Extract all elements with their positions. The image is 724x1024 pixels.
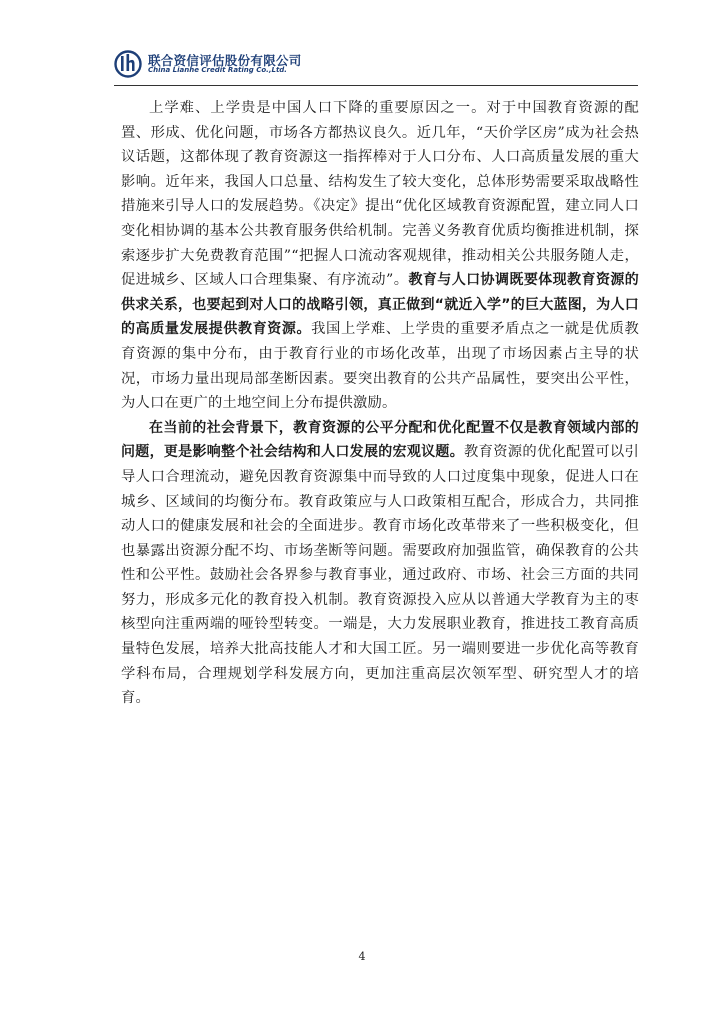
paragraph — [121, 96, 639, 416]
emphasis-text: 在当前的社会背景下，教育资源的公平分配和优化配置不仅是教育领域内部的问题，更是影响整个社会结构和人口发展的宏观议题。 — [121, 419, 639, 461]
paragraph — [121, 416, 639, 711]
header-divider — [114, 85, 638, 86]
company-name-en: China Lianhe Credit Rating Co.,Ltd. — [148, 66, 287, 74]
emphasis-text: 教育与人口协调既要体现教育资源的供求关系，也要起到对人口的战略引领，真正做到“就近入学”的巨大蓝图，为人口的高质量发展提供教育资源。 — [121, 272, 639, 338]
document-body — [121, 96, 639, 711]
paragraph-text: 上学难、上学贵是中国人口下降的重要原因之一。对于中国教育资源的配置、形成、优化问题，市场各方都热议良久。近几年，“天价学区房”成为社会热议话题，这都体现了教育资源这一指挥棒对于人口分布、人口高质量发展的重大影响。近年来，我国人口总量、结构发生了较大变化，总体形势需要采取战略性措施来引导人口的发展趋势。《决定》提出“优化区域教育资源配置，建立同人口变化相协调的基本公共教育服务供给机制。完善义务教育优质均衡推进机制，探索逐步扩大免费教育范围”“把握人口流动客观规律，推动相关公共服务随人走，促进城乡、区域人口合理集聚、有序流动”。 — [121, 100, 639, 289]
lianhe-logo-icon — [114, 50, 142, 78]
page-header — [114, 50, 638, 90]
company-name-cn: 联合资信评估股份有限公司 — [148, 53, 302, 68]
paragraph-text: 教育资源的优化配置可以引导人口合理流动，避免因教育资源集中而导致的人口过度集中现象，促进人口在城乡、区域间的均衡分布。教育政策应与人口政策相互配合，形成合力，共同推动人口的健康发展和社会的全面进步。教育市场化改革带来了一些积极变化，但也暴露出资源分配不均、市场垄断等问题。需要政府加强监管，确保教育的公共性和公平性。鼓励社会各界参与教育事业，通过政府、市场、社会三方面的共同努力，形成多元化的教育投入机制。教育资源投入应从以普通大学教育为主的枣核型向注重两端的哑铃型转变。一端是，大力发展职业教育，推进技工教育高质量特色发展，培养大批高技能人才和大国工匠。另一端则要进一步优化高等教育学科布局，合理规划学科发展方向，更加注重高层次领军型、研究型人才的培育。 — [121, 444, 639, 707]
paragraph-text: 我国上学难、上学贵的重要矛盾点之一就是优质教育资源的集中分布，由于教育行业的市场化改革，出现了市场因素占主导的状况，市场力量出现局部垄断因素。要突出教育的公共产品属性，要突出公平性，为人口在更广的土地空间上分布提供激励。 — [121, 321, 639, 412]
page-number: 4 — [358, 950, 366, 963]
